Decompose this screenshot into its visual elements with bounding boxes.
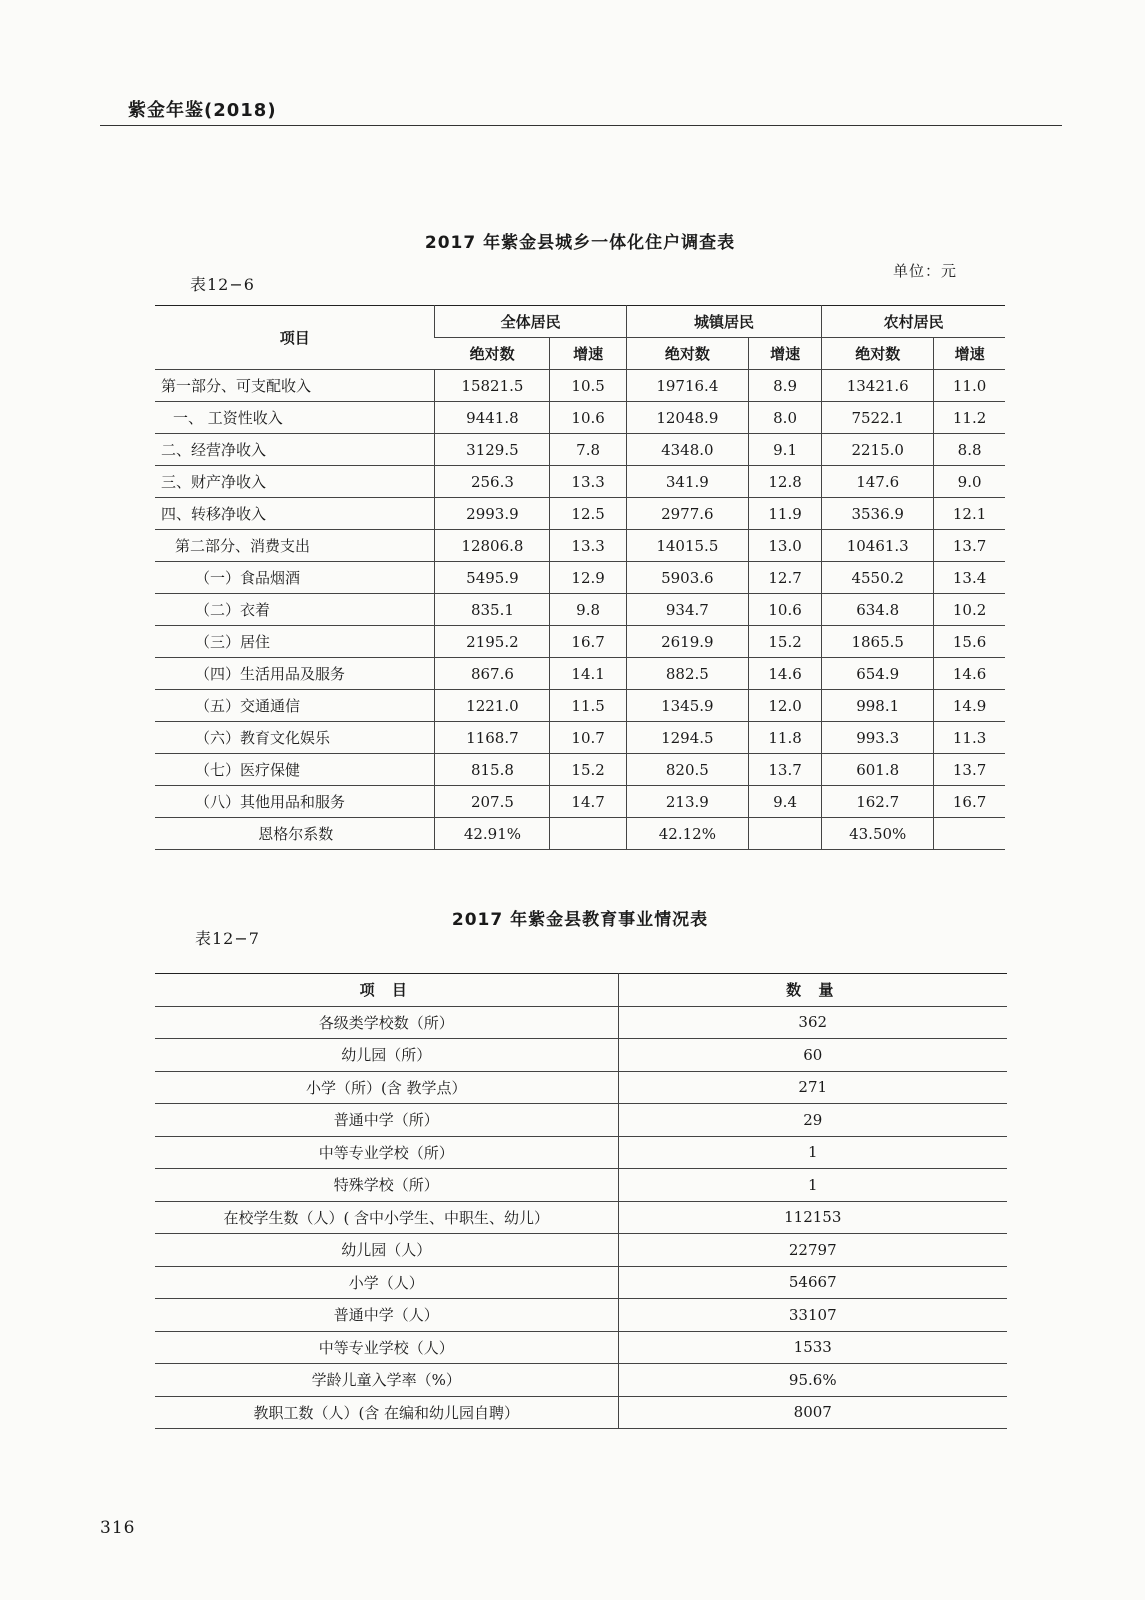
table-12-6-caption: 2017 年紫金县城乡一体化住户调查表 [424, 233, 736, 253]
absolute-value-cell: 815.8 [435, 754, 550, 786]
col-group-urban: 城镇居民 [626, 306, 821, 338]
growth-rate-cell [550, 818, 626, 850]
table-row [155, 1364, 1007, 1397]
table-row [155, 754, 1005, 786]
quantity-cell: 95.6% [618, 1364, 1007, 1397]
absolute-value-cell: 1168.7 [435, 722, 550, 754]
growth-rate-cell: 14.6 [748, 658, 821, 690]
table-row [155, 1201, 1007, 1234]
table-row [155, 1039, 1007, 1072]
growth-rate-cell: 11.3 [934, 722, 1005, 754]
absolute-value-cell: 1345.9 [626, 690, 748, 722]
row-label: 普通中学（所） [155, 1104, 618, 1137]
growth-rate-cell: 11.2 [934, 402, 1005, 434]
absolute-value-cell: 42.91% [435, 818, 550, 850]
running-head: 紫金年鉴(2018) [128, 100, 277, 121]
absolute-value-cell: 1221.0 [435, 690, 550, 722]
absolute-value-cell: 207.5 [435, 786, 550, 818]
quantity-cell: 29 [618, 1104, 1007, 1137]
quantity-cell: 112153 [618, 1201, 1007, 1234]
growth-rate-cell: 16.7 [550, 626, 626, 658]
growth-rate-cell: 13.3 [550, 530, 626, 562]
quantity-cell: 8007 [618, 1396, 1007, 1429]
row-label: 中等专业学校（人） [155, 1331, 618, 1364]
quantity-cell: 271 [618, 1071, 1007, 1104]
table-row [155, 658, 1005, 690]
absolute-value-cell: 7522.1 [822, 402, 934, 434]
growth-rate-cell: 9.4 [748, 786, 821, 818]
absolute-value-cell: 19716.4 [626, 370, 748, 402]
row-label: 第二部分、消费支出 [155, 530, 435, 562]
growth-rate-cell: 9.1 [748, 434, 821, 466]
table-row [155, 1266, 1007, 1299]
absolute-value-cell: 147.6 [822, 466, 934, 498]
table-row [155, 402, 1005, 434]
absolute-value-cell: 12806.8 [435, 530, 550, 562]
col-header-growth: 增速 [550, 338, 626, 370]
row-label: （四）生活用品及服务 [155, 658, 435, 690]
absolute-value-cell: 835.1 [435, 594, 550, 626]
absolute-value-cell: 213.9 [626, 786, 748, 818]
absolute-value-cell: 15821.5 [435, 370, 550, 402]
table-row [155, 1071, 1007, 1104]
table-row [155, 1234, 1007, 1267]
growth-rate-cell: 12.5 [550, 498, 626, 530]
absolute-value-cell: 820.5 [626, 754, 748, 786]
table-row [155, 626, 1005, 658]
table-row [155, 530, 1005, 562]
absolute-value-cell: 4348.0 [626, 434, 748, 466]
absolute-value-cell: 3129.5 [435, 434, 550, 466]
growth-rate-cell: 13.7 [934, 530, 1005, 562]
growth-rate-cell: 7.8 [550, 434, 626, 466]
growth-rate-cell: 12.1 [934, 498, 1005, 530]
row-label: 幼儿园（人） [155, 1234, 618, 1267]
quantity-cell: 1 [618, 1136, 1007, 1169]
growth-rate-cell: 13.0 [748, 530, 821, 562]
row-label: 中等专业学校（所） [155, 1136, 618, 1169]
row-label: 小学（人） [155, 1266, 618, 1299]
education-table [155, 973, 1007, 1429]
table-12-6-unit: 单位：元 [893, 262, 958, 280]
row-label: （六）教育文化娱乐 [155, 722, 435, 754]
quantity-cell: 22797 [618, 1234, 1007, 1267]
absolute-value-cell: 162.7 [822, 786, 934, 818]
col-header-absolute: 绝对数 [435, 338, 550, 370]
row-label: 第一部分、可支配收入 [155, 370, 435, 402]
row-label: （五）交通通信 [155, 690, 435, 722]
growth-rate-cell [934, 818, 1005, 850]
absolute-value-cell: 601.8 [822, 754, 934, 786]
table-row [155, 562, 1005, 594]
absolute-value-cell: 9441.8 [435, 402, 550, 434]
col-header-absolute: 绝对数 [822, 338, 934, 370]
growth-rate-cell: 12.0 [748, 690, 821, 722]
row-label: 特殊学校（所） [155, 1169, 618, 1202]
page-number: 316 [100, 1518, 136, 1538]
growth-rate-cell: 8.0 [748, 402, 821, 434]
col-group-all: 全体居民 [435, 306, 626, 338]
growth-rate-cell: 12.7 [748, 562, 821, 594]
quantity-cell: 54667 [618, 1266, 1007, 1299]
table-row [155, 690, 1005, 722]
growth-rate-cell: 15.2 [748, 626, 821, 658]
row-label: （二）衣着 [155, 594, 435, 626]
row-label: 教职工数（人）(含 在编和幼儿园自聘） [155, 1396, 618, 1429]
absolute-value-cell: 10461.3 [822, 530, 934, 562]
absolute-value-cell: 4550.2 [822, 562, 934, 594]
row-label: 二、经营净收入 [155, 434, 435, 466]
table-row [155, 1136, 1007, 1169]
row-label: 普通中学（人） [155, 1299, 618, 1332]
table-12-7-caption: 2017 年紫金县教育事业情况表 [451, 910, 709, 930]
row-label: 各级类学校数（所） [155, 1006, 618, 1039]
growth-rate-cell: 14.9 [934, 690, 1005, 722]
absolute-value-cell: 13421.6 [822, 370, 934, 402]
quantity-cell: 362 [618, 1006, 1007, 1039]
col-header-absolute: 绝对数 [626, 338, 748, 370]
growth-rate-cell: 9.8 [550, 594, 626, 626]
quantity-cell: 33107 [618, 1299, 1007, 1332]
growth-rate-cell: 13.3 [550, 466, 626, 498]
growth-rate-cell: 15.6 [934, 626, 1005, 658]
absolute-value-cell: 5903.6 [626, 562, 748, 594]
absolute-value-cell: 934.7 [626, 594, 748, 626]
absolute-value-cell: 2993.9 [435, 498, 550, 530]
table-12-6-number: 表12−6 [190, 275, 255, 294]
growth-rate-cell: 13.4 [934, 562, 1005, 594]
growth-rate-cell: 12.8 [748, 466, 821, 498]
growth-rate-cell: 10.5 [550, 370, 626, 402]
household-survey-body [155, 370, 1005, 850]
absolute-value-cell: 2619.9 [626, 626, 748, 658]
col-header-item: 项 目 [155, 974, 618, 1007]
absolute-value-cell: 882.5 [626, 658, 748, 690]
growth-rate-cell: 13.7 [934, 754, 1005, 786]
growth-rate-cell: 8.8 [934, 434, 1005, 466]
table-row [155, 1104, 1007, 1137]
table-row [155, 434, 1005, 466]
col-header-quantity: 数 量 [618, 974, 1007, 1007]
absolute-value-cell: 256.3 [435, 466, 550, 498]
quantity-cell: 1 [618, 1169, 1007, 1202]
table-row [155, 1396, 1007, 1429]
row-label: （七）医疗保健 [155, 754, 435, 786]
education-body [155, 1006, 1007, 1429]
col-header-growth: 增速 [934, 338, 1005, 370]
absolute-value-cell: 12048.9 [626, 402, 748, 434]
absolute-value-cell: 42.12% [626, 818, 748, 850]
table-row [155, 1331, 1007, 1364]
table-row [155, 466, 1005, 498]
absolute-value-cell: 341.9 [626, 466, 748, 498]
col-group-rural: 农村居民 [822, 306, 1005, 338]
growth-rate-cell: 11.8 [748, 722, 821, 754]
table-row [155, 1299, 1007, 1332]
growth-rate-cell: 13.7 [748, 754, 821, 786]
growth-rate-cell: 14.1 [550, 658, 626, 690]
row-label: 一、 工资性收入 [155, 402, 435, 434]
growth-rate-cell: 12.9 [550, 562, 626, 594]
growth-rate-cell: 10.6 [550, 402, 626, 434]
growth-rate-cell: 11.0 [934, 370, 1005, 402]
absolute-value-cell: 1294.5 [626, 722, 748, 754]
col-header-item: 项目 [155, 306, 435, 370]
table-row [155, 1006, 1007, 1039]
table-row [155, 818, 1005, 850]
absolute-value-cell: 43.50% [822, 818, 934, 850]
table-12-7-number: 表12−7 [195, 929, 260, 948]
growth-rate-cell: 10.2 [934, 594, 1005, 626]
absolute-value-cell: 2215.0 [822, 434, 934, 466]
absolute-value-cell: 2195.2 [435, 626, 550, 658]
growth-rate-cell: 10.7 [550, 722, 626, 754]
growth-rate-cell: 9.0 [934, 466, 1005, 498]
growth-rate-cell: 8.9 [748, 370, 821, 402]
quantity-cell: 1533 [618, 1331, 1007, 1364]
absolute-value-cell: 998.1 [822, 690, 934, 722]
absolute-value-cell: 654.9 [822, 658, 934, 690]
absolute-value-cell: 2977.6 [626, 498, 748, 530]
header-rule [100, 125, 1062, 126]
quantity-cell: 60 [618, 1039, 1007, 1072]
growth-rate-cell: 15.2 [550, 754, 626, 786]
growth-rate-cell [748, 818, 821, 850]
row-label: 幼儿园（所） [155, 1039, 618, 1072]
absolute-value-cell: 3536.9 [822, 498, 934, 530]
absolute-value-cell: 867.6 [435, 658, 550, 690]
row-label: 四、转移净收入 [155, 498, 435, 530]
growth-rate-cell: 11.9 [748, 498, 821, 530]
absolute-value-cell: 5495.9 [435, 562, 550, 594]
growth-rate-cell: 16.7 [934, 786, 1005, 818]
absolute-value-cell: 1865.5 [822, 626, 934, 658]
table-row [155, 370, 1005, 402]
row-label: 恩格尔系数 [155, 818, 435, 850]
col-header-growth: 增速 [748, 338, 821, 370]
absolute-value-cell: 634.8 [822, 594, 934, 626]
absolute-value-cell: 993.3 [822, 722, 934, 754]
table-row [155, 498, 1005, 530]
row-label: （三）居住 [155, 626, 435, 658]
absolute-value-cell: 14015.5 [626, 530, 748, 562]
row-label: （一）食品烟酒 [155, 562, 435, 594]
growth-rate-cell: 10.6 [748, 594, 821, 626]
row-label: 三、财产净收入 [155, 466, 435, 498]
growth-rate-cell: 14.7 [550, 786, 626, 818]
growth-rate-cell: 11.5 [550, 690, 626, 722]
table-row [155, 594, 1005, 626]
row-label: 在校学生数（人）( 含中小学生、中职生、幼儿） [155, 1201, 618, 1234]
growth-rate-cell: 14.6 [934, 658, 1005, 690]
row-label: （八）其他用品和服务 [155, 786, 435, 818]
row-label: 小学（所）(含 教学点） [155, 1071, 618, 1104]
table-row [155, 722, 1005, 754]
table-row [155, 786, 1005, 818]
row-label: 学龄儿童入学率（%） [155, 1364, 618, 1397]
household-survey-table [155, 305, 1005, 850]
table-row [155, 1169, 1007, 1202]
